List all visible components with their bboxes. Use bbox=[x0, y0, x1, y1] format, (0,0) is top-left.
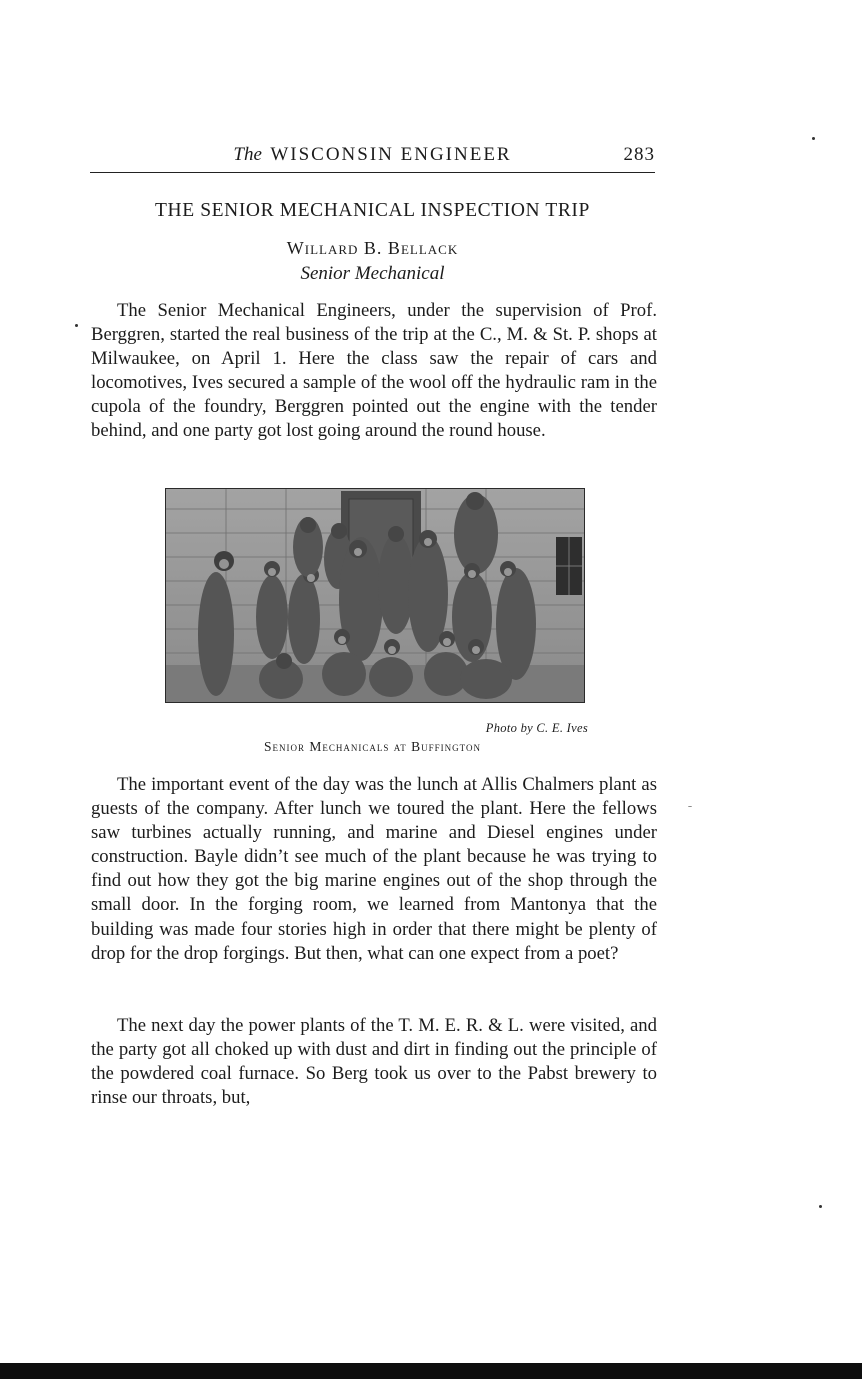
author-name: Willard B. Bellack bbox=[286, 238, 459, 258]
group-photograph bbox=[165, 488, 585, 703]
journal-name: The WISCONSIN ENGINEER bbox=[233, 144, 512, 165]
paragraph-3: The next day the power plants of the T. M. E. R. & L. were visited, and the party got all choked up with dust and dirt in finding out the principle of the powdered coal furnace. So Berg took us over to the Pabst brewery to rinse our throats, but, bbox=[91, 1015, 657, 1109]
photo-credit: Photo by C. E. Ives bbox=[485, 721, 588, 735]
dust-speck bbox=[75, 324, 78, 327]
running-head bbox=[90, 142, 655, 173]
group-photograph-image bbox=[166, 489, 584, 702]
page-number: 283 bbox=[623, 144, 655, 165]
dust-speck bbox=[688, 806, 692, 807]
paragraph-2: The important event of the day was the lunch at Allis Chalmers plant as guests of the company. After lunch we toured the plant. Here the fellows saw turbines actually running, and marine and Diesel engines under construction. Bayle didn’t see much of the plant because he was trying to find out how they got the big marine engines out of the shop through the small door. In the forging room, we learned from Mantonya that the building was made four stories high in order that there might be plenty of drop for the drop forgings. But then, what can one expect from a poet? bbox=[91, 774, 657, 964]
scan-bottom-edge bbox=[0, 1363, 862, 1379]
paragraph-1: The Senior Mechanical Engineers, under the supervision of Prof. Berggren, started the real business of the trip at the C., M. & St. P. shops at Milwaukee, on April 1. Here the class saw the repair of cars and locomotives, Ives secured a sample of the wool off the hydraulic ram in the cupola of the foundry, Berggren pointed out the engine with the tender behind, and one party got lost going around the round house. bbox=[91, 300, 657, 442]
dust-speck bbox=[819, 1205, 822, 1208]
article-title: THE SENIOR MECHANICAL INSPECTION TRIP bbox=[155, 200, 590, 221]
dust-speck bbox=[812, 137, 815, 140]
photo-caption: Senior Mechanicals at Buffington bbox=[264, 739, 481, 754]
author-class: Senior Mechanical bbox=[300, 263, 445, 284]
